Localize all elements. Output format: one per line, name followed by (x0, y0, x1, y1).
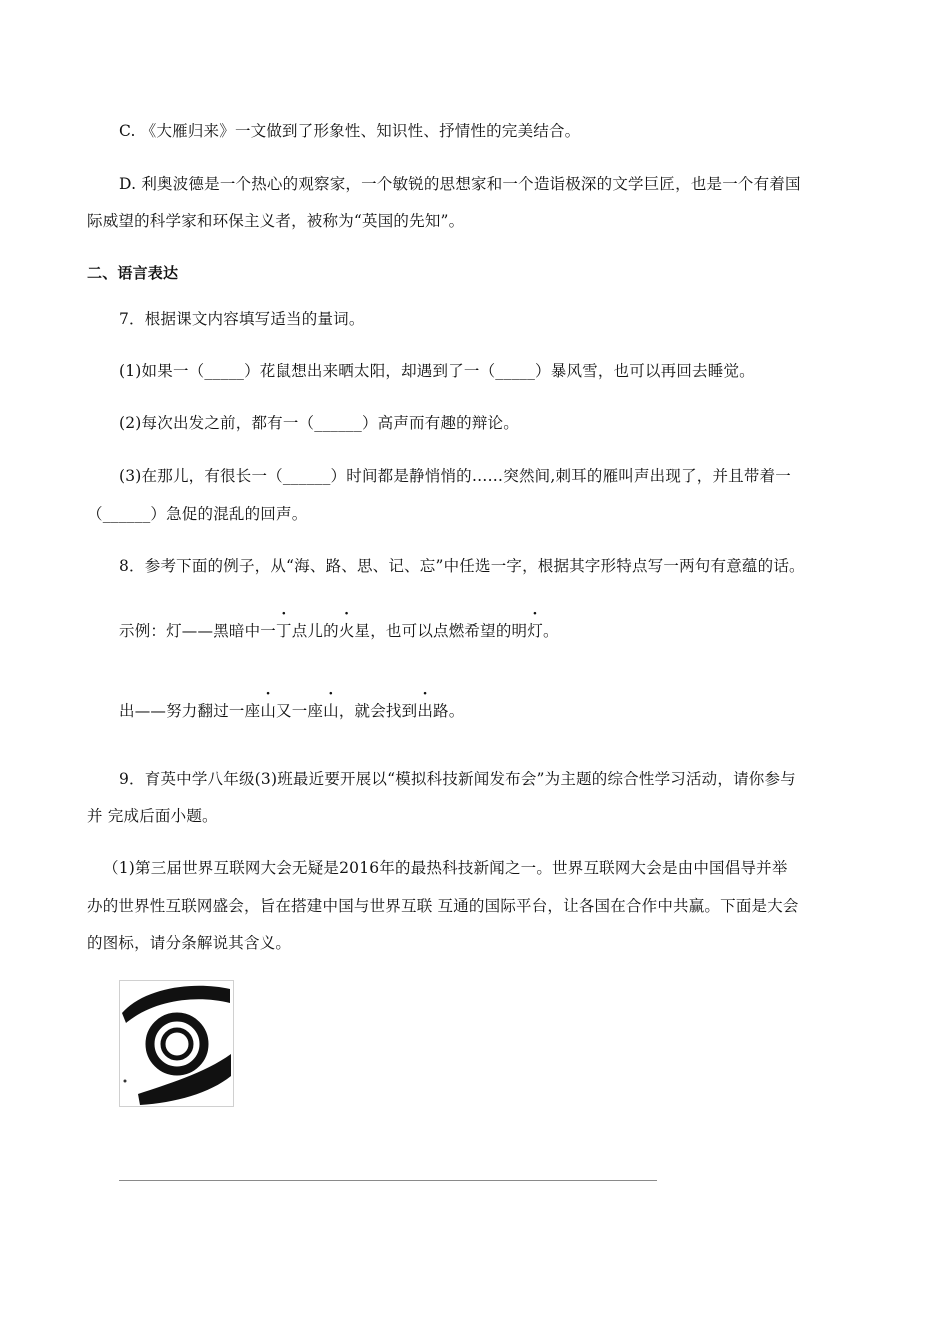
question-8-sample-answer (119, 700, 464, 722)
question-8-stem: 8．参考下面的例子，从“海、路、思、记、忘”中任选一字，根据其字形特点写一两句有意蕴的话。 (119, 557, 805, 575)
question-9-stem-line1: 9．育英中学八年级(3)班最近要开展以“模拟科技新闻发布会”为主题的综合性学习活动，请你参与 (119, 770, 796, 788)
option-d-line1: D. 利奥波德是一个热心的观察家，一个敏锐的思想家和一个造诣极深的文学巨匠，也是一个有着国 (119, 175, 801, 193)
emphasis-char-5: 山 (323, 702, 339, 720)
section-heading: 二、语言表达 (87, 264, 179, 282)
emphasis-char-2: 火 (338, 622, 355, 640)
question-7-item-3-line2: （______）急促的混乱的回声。 (87, 505, 308, 523)
emphasis-char-4: 山 (260, 702, 277, 720)
sample-text-3: ，就会找到 (338, 702, 418, 720)
question-8-example (119, 620, 559, 642)
logo-graphic (120, 981, 233, 1106)
question-7-item-1: (1)如果一（_____）花鼠想出来晒太阳，却遇到了一（_____）暴风雪，也可以再回去睡觉。 (119, 362, 755, 380)
sample-text-2: 又一座 (276, 702, 324, 720)
example-text-2: 点儿的 (291, 622, 339, 640)
question-7-item-2: (2)每次出发之前，都有一（______）高声而有趣的辩论。 (119, 414, 519, 432)
question-9-sub1-line3: 的图标，请分条解说其含义。 (87, 934, 292, 952)
option-d-line2: 际威望的科学家和环保主义者，被称为“英国的先知”。 (87, 212, 465, 230)
example-text-4: 。 (542, 622, 559, 640)
sample-text-4: 路。 (433, 702, 465, 720)
question-9-stem-line2: 并 完成后面小题。 (87, 807, 218, 825)
question-7-stem: 7．根据课文内容填写适当的量词。 (119, 310, 365, 328)
option-c: C. 《大雁归来》一文做到了形象性、知识性、抒情性的完美结合。 (119, 122, 581, 140)
sample-text-1: 出——努力翻过一座 (119, 702, 261, 720)
answer-line (119, 1180, 657, 1181)
conference-logo (119, 980, 234, 1107)
question-9-sub1-line1: （1)第三届世界互联网大会无疑是2016年的最热科技新闻之一。世界互联网大会是由中国倡导并举 (103, 859, 788, 877)
emphasis-char-6: 出 (417, 702, 434, 720)
example-text-3: 星，也可以点燃希望的明 (354, 622, 528, 640)
emphasis-char-3: 灯 (527, 622, 543, 640)
emphasis-char-1: 丁 (276, 622, 292, 640)
question-7-item-3-line1: (3)在那儿，有很长一（______）时间都是静悄悄的……突然间,刺耳的雁叫声出现了，并且带着一 (119, 467, 791, 485)
example-text-1: 示例：灯——黑暗中一 (119, 622, 277, 640)
question-9-sub1-line2: 办的世界性互联网盛会，旨在搭建中国与世界互联 互通的国际平台，让各国在合作中共赢。下面是大会 (87, 897, 799, 915)
